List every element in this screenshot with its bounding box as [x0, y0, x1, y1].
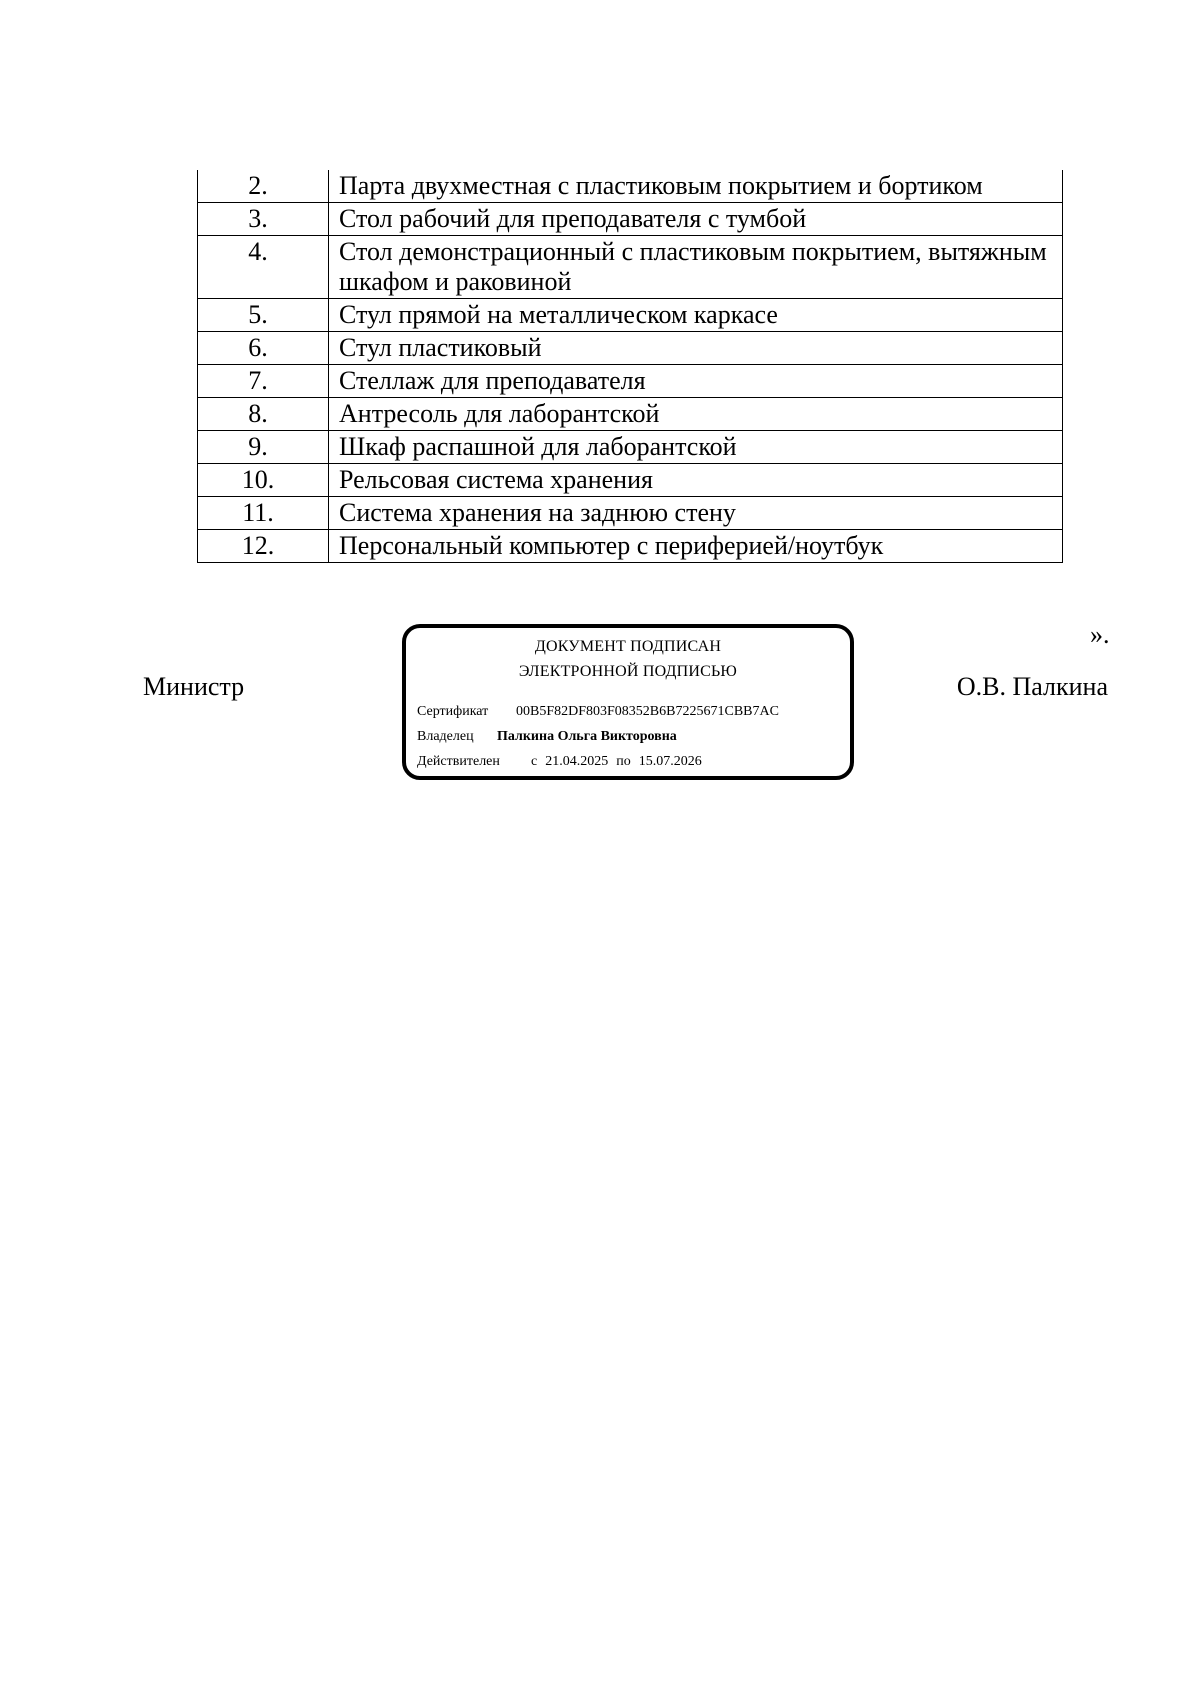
- stamp-heading-line2: ЭЛЕКТРОННОЙ ПОДПИСЬЮ: [518, 663, 738, 680]
- owner-label: Владелец: [417, 729, 474, 744]
- stamp-heading-line1: ДОКУМЕНТ ПОДПИСАН: [534, 638, 722, 655]
- row-number: 4.: [198, 236, 329, 299]
- row-number: 5.: [198, 299, 329, 332]
- row-item-name: Стул прямой на металлическом каркасе: [329, 299, 1063, 332]
- row-number: 12.: [198, 530, 329, 563]
- stamp-validity-row: [417, 754, 702, 770]
- row-item-name: Антресоль для лаборантской: [329, 398, 1063, 431]
- signer-position: Министр: [143, 672, 245, 701]
- validity-label: Действителен: [417, 754, 500, 769]
- row-item-name: Стол рабочий для преподавателя с тумбой: [329, 203, 1063, 236]
- row-number: 6.: [198, 332, 329, 365]
- closing-quote: ».: [1090, 620, 1110, 649]
- row-number: 9.: [198, 431, 329, 464]
- certificate-label: Сертификат: [417, 704, 489, 719]
- row-number: 2.: [198, 170, 329, 203]
- signer-name: О.В. Палкина: [956, 672, 1108, 701]
- electronic-signature-stamp: [402, 624, 854, 780]
- table-row: [198, 170, 1063, 203]
- row-item-name: Рельсовая система хранения: [329, 464, 1063, 497]
- row-number: 8.: [198, 398, 329, 431]
- table-row: [198, 464, 1063, 497]
- row-number: 11.: [198, 497, 329, 530]
- row-item-name: Персональный компьютер с периферией/ноутбук: [329, 530, 1063, 563]
- row-item-name: Стул пластиковый: [329, 332, 1063, 365]
- row-item-name: Парта двухместная с пластиковым покрытием и бортиком: [329, 170, 1063, 203]
- table-row: [198, 398, 1063, 431]
- table-row: [198, 365, 1063, 398]
- valid-to-date: 15.07.2026: [638, 754, 702, 769]
- row-number: 7.: [198, 365, 329, 398]
- stamp-certificate-row: [417, 704, 779, 720]
- valid-from-label: с: [531, 754, 538, 769]
- valid-to-label: по: [616, 754, 631, 769]
- row-item-name: Система хранения на заднюю стену: [329, 497, 1063, 530]
- row-number: 3.: [198, 203, 329, 236]
- table-row: [198, 299, 1063, 332]
- row-item-name: Шкаф распашной для лаборантской: [329, 431, 1063, 464]
- table-row: [198, 332, 1063, 365]
- stamp-owner-row: [417, 729, 677, 745]
- table-row: [198, 530, 1063, 563]
- row-item-name: Стеллаж для преподавателя: [329, 365, 1063, 398]
- table-row: [198, 431, 1063, 464]
- table-row: [198, 203, 1063, 236]
- table-row: [198, 236, 1063, 299]
- certificate-value: 00B5F82DF803F08352B6B7225671CBB7AC: [516, 704, 779, 719]
- equipment-table: [197, 170, 1063, 563]
- owner-value: Палкина Ольга Викторовна: [497, 729, 677, 744]
- valid-from-date: 21.04.2025: [545, 754, 609, 769]
- row-number: 10.: [198, 464, 329, 497]
- table-row: [198, 497, 1063, 530]
- row-item-name: Стол демонстрационный с пластиковым покрытием, вытяжным шкафом и раковиной: [329, 236, 1063, 299]
